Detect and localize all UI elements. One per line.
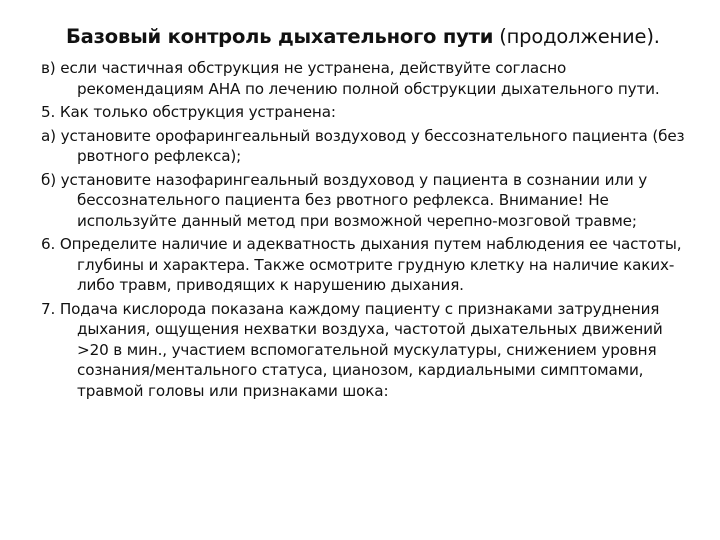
paragraph-a: а) установите орофарингеальный воздуховод у бессознательного пациента (без рвотного рефлекса); <box>41 126 685 165</box>
slide-body <box>41 58 691 404</box>
paragraph-v: в) если частичная обструкция не устранена, действуйте согласно рекомендациям AHA по лечению полной обструкции дыхательного пути. <box>41 59 660 98</box>
slide-title-continuation: (продолжение). <box>493 25 660 48</box>
slide-title <box>66 24 706 50</box>
slide-title-main: Базовый контроль дыхательного пути <box>66 25 494 48</box>
paragraph-6: 6. Определите наличие и адекватность дыхания путем наблюдения ее частоты, глубины и характера. Также осмотрите грудную клетку на наличие каких-либо травм, приводящих к нарушению дыхания. <box>41 235 682 294</box>
paragraph-5: 5. Как только обструкция устранена: <box>41 103 336 121</box>
paragraph-7: 7. Подача кислорода показана каждому пациенту с признаками затруднения дыхания, ощущения нехватки воздуха, частотой дыхательных движений >20 в мин., участием вспомогательной мускулатуры, снижением уровня сознания/ментального статуса, цианозом, кардиальными симптомами, травмой головы или признаками шока: <box>41 299 663 400</box>
paragraph-b: б) установите назофарингеальный воздуховод у пациента в сознании или у бессознательного пациента без рвотного рефлекса. Внимание! Не используйте данный метод при возможной черепно-мозговой травме; <box>41 170 648 230</box>
